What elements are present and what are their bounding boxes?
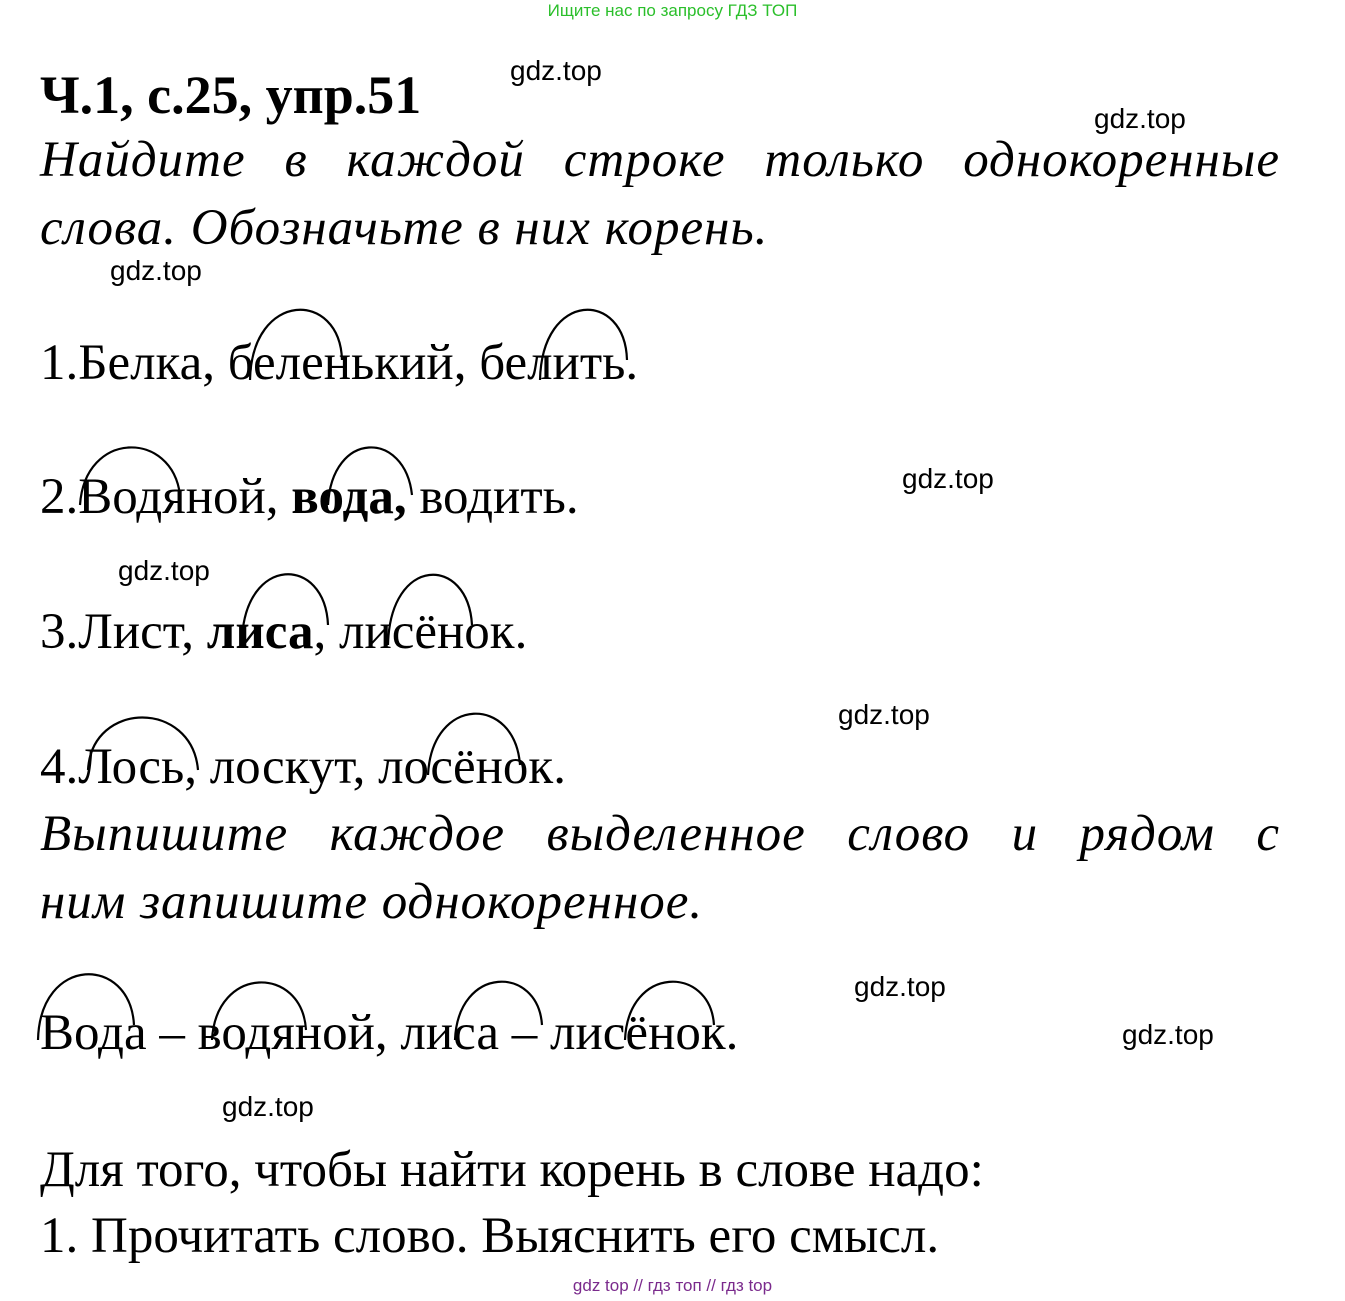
row-number: 4. (40, 739, 79, 795)
watermark: gdz.top (902, 463, 994, 494)
task-1-line-1: Найдите в каждой строке только однокоренные (40, 132, 1280, 188)
answer-line (40, 1003, 738, 1063)
watermark: gdz.top (1094, 103, 1186, 134)
highlighted-word: вода, (291, 469, 407, 525)
row-number: 3. (40, 604, 79, 660)
dash: – (146, 1005, 198, 1061)
word-row-4 (40, 737, 566, 797)
word-with-root: лисёнок (550, 1005, 726, 1061)
punct: , (453, 335, 480, 391)
word-with-root: беленький (227, 335, 454, 391)
punct: , (313, 604, 339, 660)
watermark: gdz.top (1122, 1019, 1214, 1050)
word-with-root: лосёнок (378, 739, 554, 795)
row-number: 1. (40, 335, 79, 391)
watermark: gdz.top (118, 555, 210, 586)
rule-line-2: 1. Прочитать слово. Выяснить его смысл. (40, 1208, 940, 1264)
punct: , (374, 1005, 401, 1061)
punct: . (625, 335, 639, 391)
punct: . (553, 739, 566, 795)
word-with-root: Лось (78, 739, 185, 795)
word-row-2 (40, 467, 579, 527)
word-with-root: белить (479, 335, 626, 391)
word-with-root: лисёнок (339, 604, 515, 660)
watermark: gdz.top (222, 1091, 314, 1122)
word: Белка, (78, 335, 228, 391)
footer-watermark: gdz top // гдз топ // гдз top (572, 1276, 773, 1295)
task-2-line-1: Выпишите каждое выделенное слово и рядом с (40, 806, 1280, 862)
task-1-line-2: слова. Обозначьте в них корень. (40, 200, 769, 256)
word-with-root: водяной (197, 1005, 375, 1061)
word: , лоскут, (184, 739, 379, 795)
word-row-3 (40, 602, 527, 662)
punct: . (725, 1005, 739, 1061)
rule-line-1: Для того, чтобы найти корень в слове надо: (40, 1142, 984, 1198)
exercise-heading: Ч.1, с.25, упр.51 (40, 65, 422, 125)
watermark: gdz.top (110, 255, 202, 286)
word: водить. (406, 469, 579, 525)
punct: . (514, 604, 528, 660)
word-row-1 (40, 333, 638, 393)
top-search-note: Ищите нас по запросу ГДЗ ТОП (547, 1, 798, 20)
highlighted-word: лиса (206, 604, 314, 660)
word-with-root: Вода (40, 1005, 147, 1061)
task-2-line-2: ним запишите однокоренное. (40, 874, 704, 930)
word-with-root: Водяной (78, 469, 266, 525)
watermark: gdz.top (854, 971, 946, 1002)
word-with-root: лиса (400, 1005, 500, 1061)
watermark: gdz.top (510, 55, 602, 86)
dash: – (499, 1005, 551, 1061)
watermark: gdz.top (838, 699, 930, 730)
word: Лист, (78, 604, 207, 660)
row-number: 2. (40, 469, 79, 525)
punct: , (265, 469, 292, 525)
